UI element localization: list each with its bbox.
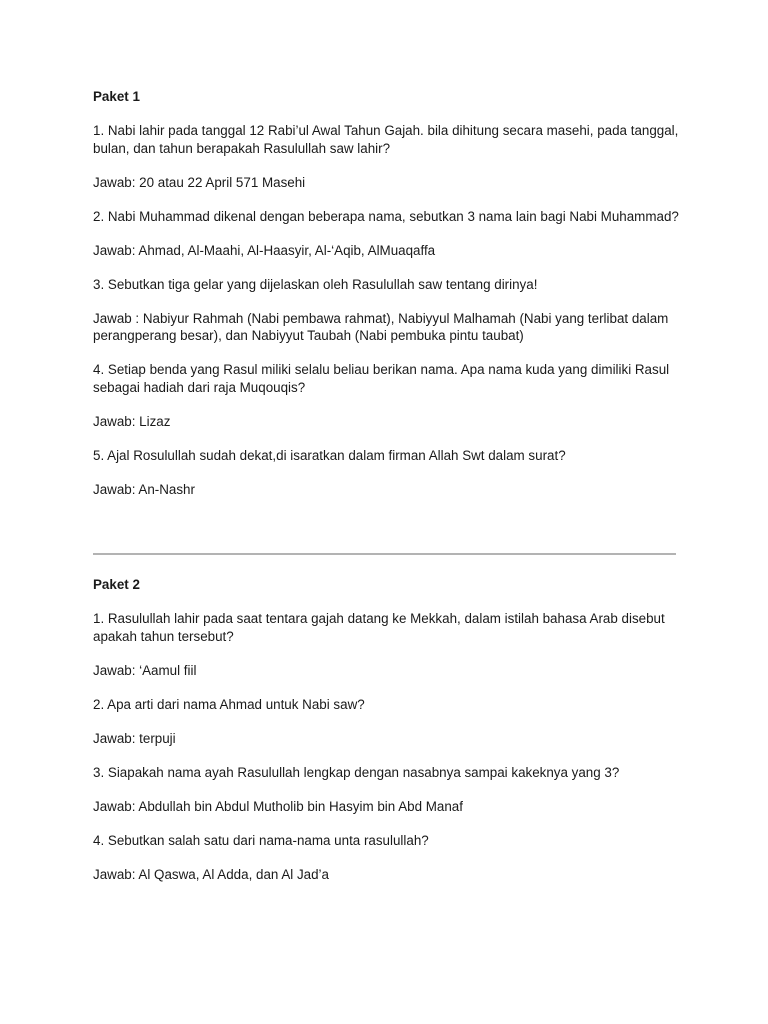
question-5: 5. Ajal Rosulullah sudah dekat,di isaratkan dalam firman Allah Swt dalam surat? (93, 447, 566, 463)
answer-2: Jawab: terpuji (93, 730, 176, 746)
answer-3: Jawab : Nabiyur Rahmah (Nabi pembawa rahmat), Nabiyyul Malhamah (Nabi yang terlibat dalam perangperang besar), dan Nabiyyut Taubah (Nabi pembuka pintu taubat) (93, 310, 669, 343)
paket-1-section (93, 88, 683, 498)
question-3: 3. Siapakah nama ayah Rasulullah lengkap dengan nasabnya sampai kakeknya yang 3? (93, 764, 620, 780)
answer-1: Jawab: ‘Aamul fiil (93, 662, 197, 678)
question-2: 2. Apa arti dari nama Ahmad untuk Nabi saw? (93, 696, 365, 712)
question-3: 3. Sebutkan tiga gelar yang dijelaskan oleh Rasulullah saw tentang dirinya! (93, 276, 538, 292)
answer-5: Jawab: An-Nashr (93, 481, 195, 497)
question-1: 1. Rasulullah lahir pada saat tentara gajah datang ke Mekkah, dalam istilah bahasa Arab disebut apakah tahun tersebut? (93, 611, 665, 644)
answer-2: Jawab: Ahmad, Al-Maahi, Al-Haasyir, Al-‘Aqib, AlMuaqaffa (93, 242, 436, 258)
paket-2-section (93, 576, 683, 883)
question-4: 4. Sebutkan salah satu dari nama-nama unta rasulullah? (93, 832, 429, 848)
answer-1: Jawab: 20 atau 22 April 571 Masehi (93, 174, 306, 190)
paket-2-title: Paket 2 (93, 577, 140, 592)
question-2: 2. Nabi Muhammad dikenal dengan beberapa nama, sebutkan 3 nama lain bagi Nabi Muhammad? (93, 208, 679, 224)
paket-1-title: Paket 1 (93, 89, 140, 104)
question-1: 1. Nabi lahir pada tanggal 12 Rabi’ul Awal Tahun Gajah. bila dihitung secara masehi, pada tanggal, bulan, dan tahun berapakah Rasulullah saw lahir? (93, 123, 679, 156)
answer-4: Jawab: Lizaz (93, 413, 171, 429)
question-4: 4. Setiap benda yang Rasul miliki selalu beliau berikan nama. Apa nama kuda yang dimiliki Rasul sebagai hadiah dari raja Muqouqis? (93, 362, 670, 395)
answer-4: Jawab: Al Qaswa, Al Adda, dan Al Jad’a (93, 866, 329, 882)
section-divider (93, 553, 676, 555)
answer-3: Jawab: Abdullah bin Abdul Mutholib bin Hasyim bin Abd Manaf (93, 798, 463, 814)
